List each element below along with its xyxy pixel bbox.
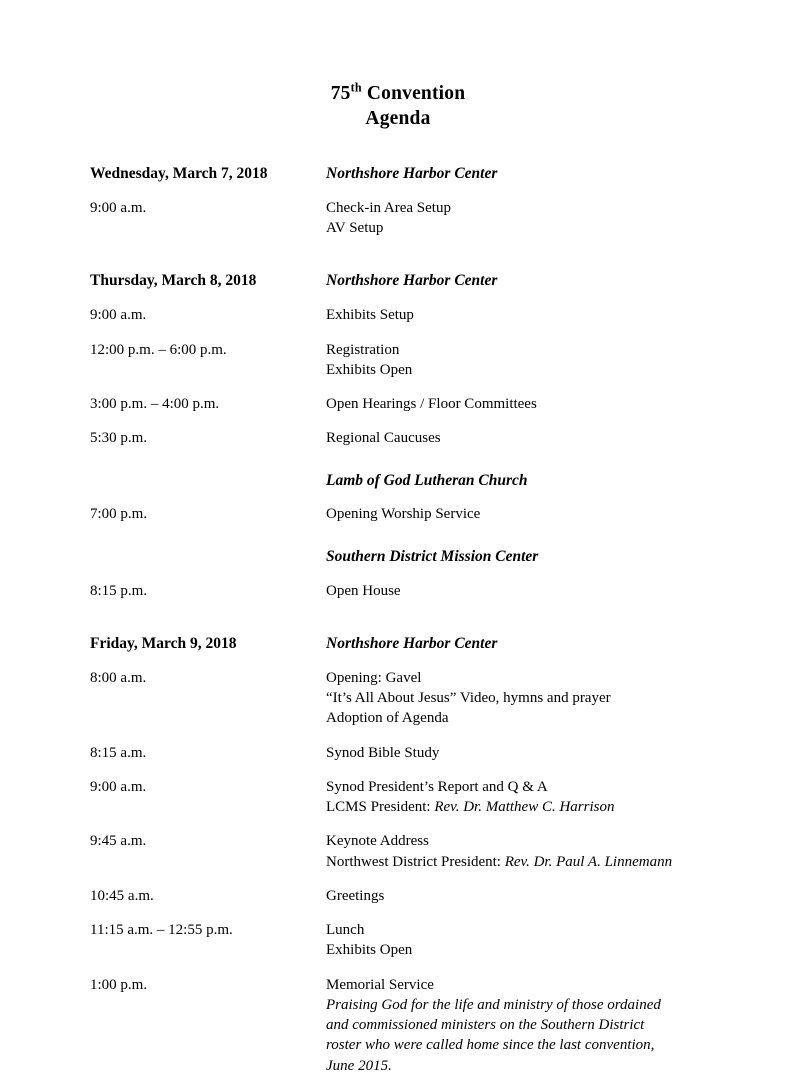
agenda-description-line: roster who were called home since the last convention, (326, 1037, 655, 1054)
agenda-description-line: June 2015. (326, 1057, 392, 1074)
agenda-item (90, 975, 706, 1076)
agenda-venue-name (326, 547, 706, 568)
title-word: Convention (361, 83, 466, 104)
agenda-item-description (326, 428, 706, 448)
agenda-item-time: 9:45 a.m. (90, 833, 147, 850)
agenda-description-line: Northshore Harbor Center (326, 272, 498, 290)
agenda-item (90, 504, 706, 524)
agenda-description-line: Open Hearings / Floor Committees (326, 396, 537, 412)
agenda-item-time: 9:00 a.m. (90, 307, 147, 324)
agenda-item-description (326, 394, 706, 414)
agenda-description-line: Exhibits Setup (326, 307, 414, 324)
agenda-day-header (90, 164, 706, 185)
agenda-item (90, 920, 706, 961)
agenda-description-line: Keynote Address (326, 833, 429, 850)
agenda-item-time: 5:30 p.m. (90, 430, 148, 447)
agenda-item-time: 10:45 a.m. (90, 887, 154, 904)
agenda-description-line: AV Setup (326, 220, 384, 237)
agenda-item (90, 886, 706, 906)
agenda-description-line: Registration (326, 341, 400, 358)
agenda-item-time: 12:00 p.m. – 6:00 p.m. (90, 341, 227, 358)
agenda-item-time: 9:00 a.m. (90, 199, 147, 216)
agenda-description-line: Adoption of Agenda (326, 710, 449, 727)
agenda-item (90, 394, 706, 414)
agenda-description-line: Opening: Gavel (326, 669, 422, 686)
agenda-item-description (326, 831, 706, 872)
agenda-item-time: 8:15 a.m. (90, 744, 147, 761)
agenda-item (90, 831, 706, 872)
agenda-item-description (326, 198, 706, 239)
agenda-description-line: and commissioned ministers on the Southern District (326, 1017, 645, 1034)
agenda-day-venue (326, 634, 706, 655)
agenda-item-time: 11:15 a.m. – 12:55 p.m. (90, 922, 233, 939)
agenda-item-description (326, 975, 706, 1076)
agenda-item-description (326, 777, 706, 818)
agenda-day-header (90, 634, 706, 655)
agenda-description-line: Northshore Harbor Center (326, 634, 498, 652)
agenda-description-line: Synod President’s Report and Q & A (326, 778, 548, 795)
agenda-day-block (90, 164, 706, 238)
agenda-description-line: Memorial Service (326, 976, 434, 993)
agenda-day-block (90, 271, 706, 601)
agenda-day-block (90, 634, 706, 1076)
agenda-description-line: Regional Caucuses (326, 430, 441, 447)
agenda-item-time: 3:00 p.m. – 4:00 p.m. (90, 396, 220, 412)
agenda-description-line: Opening Worship Service (326, 506, 481, 523)
agenda-item-description (326, 886, 706, 906)
agenda-item (90, 198, 706, 239)
agenda-item (90, 777, 706, 818)
agenda-item-time: 7:00 p.m. (90, 506, 148, 523)
agenda-item-time: 8:15 p.m. (90, 582, 148, 599)
agenda-day-header (90, 271, 706, 292)
title-line-1 (330, 80, 466, 104)
agenda-description-line: Check-in Area Setup (326, 199, 451, 216)
agenda-description-line: Lamb of God Lutheran Church (326, 471, 528, 489)
agenda-description-line: Southern District Mission Center (326, 547, 539, 565)
agenda-venue-name (326, 471, 706, 492)
title-line-2: Agenda (365, 107, 431, 129)
agenda-item-time: 1:00 p.m. (90, 976, 148, 993)
agenda-item (90, 428, 706, 448)
agenda-description-line: Open House (326, 582, 401, 599)
agenda-body (90, 164, 706, 1076)
agenda-day-venue (326, 271, 706, 292)
agenda-item (90, 305, 706, 325)
agenda-item-description (326, 340, 706, 381)
agenda-item-description (326, 743, 706, 763)
agenda-item (90, 340, 706, 381)
agenda-description-name: Rev. Dr. Paul A. Linnemann (504, 853, 673, 870)
agenda-description-line: Northshore Harbor Center (326, 164, 498, 182)
agenda-description-name: Rev. Dr. Matthew C. Harrison (434, 799, 615, 816)
agenda-item-description (326, 920, 706, 961)
page-title (90, 82, 706, 132)
agenda-day-date: Thursday, March 8, 2018 (90, 272, 257, 290)
agenda-item-time: 8:00 a.m. (90, 669, 147, 686)
agenda-description-line: Northwest District President: Rev. Dr. Paul A. Linnemann (326, 853, 673, 870)
agenda-description-line: Greetings (326, 887, 385, 904)
agenda-item (90, 743, 706, 763)
agenda-item-description (326, 668, 706, 729)
agenda-description-line: Exhibits Open (326, 942, 413, 959)
agenda-item-description (326, 305, 706, 325)
agenda-item (90, 581, 706, 601)
agenda-description-line: LCMS President: Rev. Dr. Matthew C. Harrison (326, 799, 615, 816)
agenda-description-line: Praising God for the life and ministry of those ordained (326, 996, 661, 1013)
title-ordinal-suffix: th (350, 80, 362, 95)
agenda-day-date: Friday, March 9, 2018 (90, 634, 237, 652)
agenda-item-description (326, 504, 706, 524)
agenda-description-line: Exhibits Open (326, 361, 413, 378)
agenda-description-line: “It’s All About Jesus” Video, hymns and prayer (326, 690, 611, 707)
agenda-day-venue (326, 164, 706, 185)
agenda-venue-header (90, 471, 706, 492)
agenda-item (90, 668, 706, 729)
agenda-item-time: 9:00 a.m. (90, 778, 147, 795)
agenda-item-description (326, 581, 706, 601)
agenda-description-line: Lunch (326, 922, 365, 939)
agenda-day-date: Wednesday, March 7, 2018 (90, 164, 268, 182)
agenda-venue-header (90, 547, 706, 568)
agenda-description-line: Synod Bible Study (326, 744, 440, 761)
title-number: 75 (330, 83, 351, 104)
